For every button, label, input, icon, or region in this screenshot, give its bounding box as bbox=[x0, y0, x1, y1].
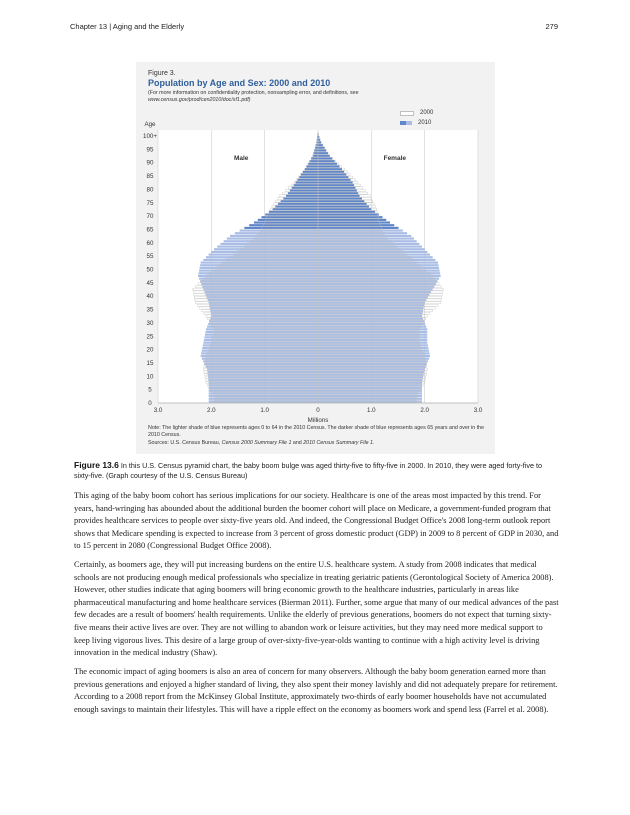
bar-female-2010 bbox=[318, 371, 424, 373]
bar-female-2010 bbox=[318, 192, 358, 194]
bar-female-2010 bbox=[318, 312, 423, 314]
y-tick-label: 0 bbox=[148, 400, 152, 407]
bar-female-2010 bbox=[318, 368, 425, 370]
y-tick-label: 50 bbox=[146, 266, 154, 274]
bar-male-2010 bbox=[288, 192, 318, 194]
bar-male-2010 bbox=[209, 304, 318, 306]
bar-male-2010 bbox=[278, 203, 318, 205]
x-axis-title: Millions bbox=[307, 417, 329, 424]
bar-male-2010 bbox=[296, 181, 318, 183]
bar-female-2010 bbox=[318, 248, 425, 250]
bar-male-2010 bbox=[227, 237, 318, 239]
x-tick-label: 2.0 bbox=[420, 407, 429, 414]
bar-female-2010 bbox=[318, 283, 436, 285]
chapter-title: Chapter 13 | Aging and the Elderly bbox=[70, 22, 185, 31]
paragraph-1: This aging of the baby boom cohort has serious implications for our society. Healthcare is one of the areas most impacted by this trend. For years, hand-wringing has abounded about the additional burden the boomer cohort will place on Medicare, a government-funded program that provides healthcare services to people over sixty-five years old. And indeed, the Congressional Budget Office's 2008 long-term outlook report shows that Medicare spending is expected to increase from 3 percent of gross domestic product (GDP) in 2009 to 8 percent of GDP in 2030, and to 15 percent in 2080 (Congressional Budget Office 2008). bbox=[74, 491, 559, 551]
bar-male-2010 bbox=[283, 197, 318, 199]
bar-female-2010 bbox=[318, 344, 428, 346]
bar-male-2010 bbox=[206, 256, 318, 258]
bar-female-2010 bbox=[318, 176, 348, 178]
bar-male-2010 bbox=[200, 264, 318, 266]
bar-male-2010 bbox=[249, 224, 318, 226]
bar-female-2010 bbox=[318, 232, 407, 234]
bar-female-2010 bbox=[318, 294, 429, 296]
bar-male-2010 bbox=[209, 398, 318, 400]
bar-female-2010 bbox=[318, 331, 427, 333]
bar-female-2010 bbox=[318, 352, 429, 354]
bar-male-2010 bbox=[209, 392, 318, 394]
bar-male-2010 bbox=[208, 379, 318, 381]
bar-female-2010 bbox=[318, 251, 427, 253]
bar-female-2010 bbox=[318, 165, 340, 167]
bar-male-2010 bbox=[211, 312, 318, 314]
bar-male-2010 bbox=[203, 344, 318, 346]
bar-male-2010 bbox=[210, 318, 318, 320]
bar-female-2010 bbox=[318, 392, 422, 394]
bar-male-2010 bbox=[308, 163, 318, 165]
bar-male-2010 bbox=[297, 179, 318, 181]
y-tick-label: 75 bbox=[146, 199, 154, 207]
bar-female-2010 bbox=[318, 379, 423, 381]
bar-male-2010 bbox=[204, 291, 318, 293]
population-pyramid-chart bbox=[140, 112, 490, 427]
bar-male-2010 bbox=[314, 149, 318, 151]
bar-female-2010 bbox=[318, 168, 342, 170]
bar-female-2010 bbox=[318, 395, 422, 397]
bar-female-2010 bbox=[318, 307, 424, 309]
caption-label: Figure 13.6 bbox=[74, 460, 119, 470]
bar-male-2010 bbox=[315, 147, 318, 149]
legend-label-2000: 2000 bbox=[420, 110, 434, 116]
bar-female-2010 bbox=[318, 235, 411, 237]
bar-male-2010 bbox=[313, 155, 318, 157]
bar-female-2010 bbox=[318, 245, 422, 247]
bar-female-2010 bbox=[318, 315, 422, 317]
bar-male-2010 bbox=[273, 208, 318, 210]
bar-female-2010 bbox=[318, 366, 426, 368]
bar-female-2010 bbox=[318, 310, 423, 312]
bar-female-2010 bbox=[318, 144, 323, 146]
bar-male-2010 bbox=[309, 160, 318, 162]
bar-female-2010 bbox=[318, 213, 379, 215]
bar-female-2010 bbox=[318, 259, 435, 261]
bar-male-2010 bbox=[209, 395, 318, 397]
bar-female-2010 bbox=[318, 203, 367, 205]
bar-male-2010 bbox=[230, 235, 318, 237]
bar-male-2010 bbox=[202, 347, 318, 349]
bar-male-2010 bbox=[199, 278, 318, 280]
bar-male-2010 bbox=[209, 390, 318, 392]
bar-female-2010 bbox=[318, 288, 433, 290]
female-label: Female bbox=[383, 155, 407, 163]
y-tick-label: 40 bbox=[146, 293, 154, 301]
bar-male-2010 bbox=[207, 371, 318, 373]
bar-female-2010 bbox=[318, 264, 439, 266]
bar-female-2010 bbox=[318, 149, 326, 151]
bar-male-2010 bbox=[313, 152, 318, 154]
y-tick-label: 45 bbox=[146, 279, 154, 287]
y-axis-title: Age bbox=[144, 121, 156, 128]
bar-male-2010 bbox=[206, 328, 318, 330]
bar-male-2010 bbox=[316, 141, 318, 143]
bar-male-2010 bbox=[198, 275, 318, 277]
bar-female-2010 bbox=[318, 229, 403, 231]
bar-female-2010 bbox=[318, 200, 364, 202]
bar-male-2010 bbox=[207, 326, 318, 328]
bar-female-2010 bbox=[318, 286, 434, 288]
y-tick-label: 25 bbox=[146, 333, 154, 341]
bar-female-2010 bbox=[318, 139, 320, 141]
bar-male-2010 bbox=[199, 272, 318, 274]
bar-female-2010 bbox=[318, 254, 430, 256]
y-tick-label: 80 bbox=[146, 186, 154, 194]
figure-note-url: www.census.gov/prod/cen2010/doc/sf1.pdf) bbox=[148, 97, 251, 103]
bar-male-2010 bbox=[201, 262, 318, 264]
bar-male-2010 bbox=[207, 296, 318, 298]
y-tick-label: 65 bbox=[146, 226, 154, 234]
bar-male-2010 bbox=[217, 245, 318, 247]
bar-male-2010 bbox=[305, 168, 318, 170]
male-label: Male bbox=[233, 155, 249, 163]
bar-female-2010 bbox=[318, 216, 383, 218]
bar-male-2010 bbox=[202, 286, 318, 288]
bar-male-2010 bbox=[290, 189, 318, 191]
bar-female-2010 bbox=[318, 243, 419, 245]
bar-male-2010 bbox=[254, 221, 318, 223]
bar-male-2010 bbox=[211, 251, 318, 253]
bar-male-2010 bbox=[214, 248, 318, 250]
bar-female-2010 bbox=[318, 347, 428, 349]
x-tick-label: 0 bbox=[316, 407, 320, 414]
figure-note: (For more information on confidentiality protection, nonsampling error, and definitions, see bbox=[148, 90, 359, 96]
bar-male-2010 bbox=[203, 259, 318, 261]
bar-female-2010 bbox=[318, 278, 439, 280]
bar-female-2010 bbox=[318, 267, 439, 269]
bar-female-2010 bbox=[318, 275, 441, 277]
bar-female-2010 bbox=[318, 157, 332, 159]
bar-female-2010 bbox=[318, 304, 424, 306]
bar-female-2010 bbox=[318, 272, 440, 274]
y-tick-label: 10 bbox=[146, 373, 154, 381]
bar-female-2010 bbox=[318, 197, 362, 199]
paragraph-2: Certainly, as boomers age, they will put increasing burdens on the entire U.S. healthcare system. A study from 2008 indicates that medical schools are not producing enough medical professionals who specialize in treating geriatric patients (Gerontological Society of America 2008). However, other studies indicate that aging boomers will bring economic growth to the healthcare industries, particularly in areas like pharmaceutical manufacturing and home healthcare services (Bierman 2011). Further, some argue that many of our medical advances of the past few decades are a result of boomers' health requirements. Unlike the elderly of previous generations, boomers do not expect that turning sixty-five means their active lives are over. They are not willing to abandon work or leisure activities, but they may need more medical support to keep living vigorous lives. This desire of a large group of over-sixty-five-year-olds wanting to continue with a high activity level is driving innovation in the medical industry (Shaw). bbox=[74, 560, 559, 658]
bar-male-2010 bbox=[199, 270, 318, 272]
y-tick-label: 35 bbox=[146, 306, 154, 314]
y-tick-label: 85 bbox=[146, 173, 154, 181]
y-tick-label: 55 bbox=[146, 253, 154, 261]
x-tick-label: 3.0 bbox=[153, 407, 163, 414]
figure-label: Figure 3. bbox=[148, 70, 176, 77]
bar-female-2010 bbox=[318, 323, 425, 325]
bar-male-2010 bbox=[204, 339, 318, 341]
figure-sources: Sources: U.S. Census Bureau, Census 2000 Summary File 1 and 2010 Census Summary File 1. bbox=[148, 440, 375, 447]
bar-male-2010 bbox=[209, 320, 318, 322]
figure-footnote bbox=[148, 425, 488, 447]
bar-male-2010 bbox=[207, 368, 318, 370]
x-tick-label: 3.0 bbox=[473, 407, 483, 414]
bar-female-2010 bbox=[318, 398, 422, 400]
bar-female-2010 bbox=[318, 141, 321, 143]
bar-female-2010 bbox=[318, 382, 422, 384]
bar-female-2010 bbox=[318, 270, 440, 272]
bar-male-2010 bbox=[205, 334, 318, 336]
bar-female-2010 bbox=[318, 181, 353, 183]
bar-male-2010 bbox=[220, 243, 318, 245]
bar-male-2010 bbox=[209, 400, 318, 402]
bar-female-2010 bbox=[318, 256, 433, 258]
bar-female-2010 bbox=[318, 240, 417, 242]
bar-female-2010 bbox=[318, 374, 424, 376]
bar-female-2010 bbox=[318, 342, 427, 344]
bar-female-2010 bbox=[318, 205, 369, 207]
x-tick-label: 1.0 bbox=[367, 407, 376, 414]
bar-female-2010 bbox=[318, 302, 425, 304]
x-tick-label: 2.0 bbox=[207, 407, 216, 414]
bar-female-2010 bbox=[318, 390, 422, 392]
bar-male-2010 bbox=[204, 336, 318, 338]
bar-female-2010 bbox=[318, 147, 325, 149]
bar-male-2010 bbox=[209, 382, 318, 384]
bar-male-2010 bbox=[275, 205, 318, 207]
bar-male-2010 bbox=[210, 307, 318, 309]
bar-female-2010 bbox=[318, 336, 427, 338]
bar-male-2010 bbox=[303, 171, 318, 173]
y-tick-label: 15 bbox=[146, 359, 154, 367]
bar-male-2010 bbox=[205, 331, 318, 333]
bar-male-2010 bbox=[211, 315, 318, 317]
bar-male-2010 bbox=[294, 184, 318, 186]
bar-female-2010 bbox=[318, 326, 426, 328]
bar-male-2010 bbox=[202, 350, 318, 352]
bar-female-2010 bbox=[318, 163, 337, 165]
bar-male-2010 bbox=[224, 240, 318, 242]
bar-male-2010 bbox=[286, 195, 318, 197]
figure-caption bbox=[74, 459, 556, 482]
bar-male-2010 bbox=[200, 280, 318, 282]
bar-female-2010 bbox=[318, 262, 438, 264]
x-tick-label: 1.0 bbox=[260, 407, 269, 414]
bar-female-2010 bbox=[318, 280, 437, 282]
bar-female-2010 bbox=[318, 360, 428, 362]
bar-male-2010 bbox=[311, 157, 318, 159]
bar-female-2010 bbox=[318, 350, 429, 352]
body-text bbox=[74, 490, 560, 722]
bar-female-2010 bbox=[318, 179, 351, 181]
page-number: 279 bbox=[545, 22, 558, 31]
bar-male-2010 bbox=[201, 355, 318, 357]
bar-male-2010 bbox=[205, 294, 318, 296]
figure-footnote-text: Note: The lighter shade of blue represents ages 0 to 64 in the 2010 Census. The darker shade of blue represents ages 65 years and over in the 2010 Census. bbox=[148, 425, 485, 439]
bar-male-2010 bbox=[203, 288, 318, 290]
bar-female-2010 bbox=[318, 219, 386, 221]
bar-male-2010 bbox=[306, 165, 318, 167]
bar-female-2010 bbox=[318, 358, 429, 360]
bar-male-2010 bbox=[206, 366, 318, 368]
bar-female-2010 bbox=[318, 299, 426, 301]
bar-male-2010 bbox=[208, 376, 318, 378]
bar-male-2010 bbox=[208, 299, 318, 301]
y-tick-label: 30 bbox=[146, 319, 154, 327]
bar-female-2010 bbox=[318, 227, 399, 229]
bar-male-2010 bbox=[208, 374, 318, 376]
bar-female-2010 bbox=[318, 296, 428, 298]
bar-male-2010 bbox=[205, 363, 318, 365]
bar-female-2010 bbox=[318, 208, 371, 210]
bar-male-2010 bbox=[299, 176, 318, 178]
bar-male-2010 bbox=[209, 302, 318, 304]
bar-female-2010 bbox=[318, 187, 355, 189]
bar-male-2010 bbox=[301, 173, 318, 175]
bar-male-2010 bbox=[244, 227, 318, 229]
bar-male-2010 bbox=[208, 323, 318, 325]
bar-female-2010 bbox=[318, 136, 319, 138]
bar-female-2010 bbox=[318, 400, 422, 402]
bar-male-2010 bbox=[201, 352, 318, 354]
y-tick-label: 5 bbox=[148, 386, 152, 394]
bar-female-2010 bbox=[318, 160, 335, 162]
bar-male-2010 bbox=[209, 384, 318, 386]
bar-female-2010 bbox=[318, 387, 422, 389]
bar-female-2010 bbox=[318, 355, 430, 357]
bar-female-2010 bbox=[318, 384, 422, 386]
bar-male-2010 bbox=[200, 267, 318, 269]
bar-female-2010 bbox=[318, 184, 354, 186]
y-tick-label: 95 bbox=[146, 146, 154, 154]
y-tick-label: 70 bbox=[146, 213, 154, 221]
bar-male-2010 bbox=[235, 232, 318, 234]
bar-female-2010 bbox=[318, 211, 375, 213]
bar-male-2010 bbox=[258, 219, 318, 221]
bar-female-2010 bbox=[318, 291, 431, 293]
bar-female-2010 bbox=[318, 237, 414, 239]
bar-male-2010 bbox=[316, 144, 318, 146]
bar-male-2010 bbox=[261, 216, 318, 218]
bar-male-2010 bbox=[265, 213, 318, 215]
bar-female-2010 bbox=[318, 155, 330, 157]
bar-male-2010 bbox=[201, 283, 318, 285]
bar-male-2010 bbox=[210, 310, 318, 312]
caption-text: In this U.S. Census pyramid chart, the baby boom bulge was aged thirty-five to fifty-five in 2000. In 2010, they were aged forty-five to sixty-five. (Graph courtesy of the U.S. Census Bureau) bbox=[74, 461, 542, 481]
bar-female-2010 bbox=[318, 328, 427, 330]
bar-female-2010 bbox=[318, 376, 423, 378]
bar-female-2010 bbox=[318, 189, 357, 191]
bar-female-2010 bbox=[318, 152, 328, 154]
bar-female-2010 bbox=[318, 318, 423, 320]
bar-female-2010 bbox=[318, 334, 427, 336]
bar-male-2010 bbox=[240, 229, 318, 231]
bar-male-2010 bbox=[203, 342, 318, 344]
paragraph-3: The economic impact of aging boomers is also an area of concern for many observers. Although the baby boom generation earned more than previous generations and enjoyed a higher standard of living, they also spent their money lavishly and did not adequately prepare for retirement. According to a 2008 report from the McKinsey Global Institute, approximately two-thirds of early boomer households have not accumulated enough savings to maintain their lifestyles. This will have a ripple effect on the economy as boomers work and spend less (Farrel et al. 2008). bbox=[74, 666, 558, 714]
bar-male-2010 bbox=[292, 187, 318, 189]
y-tick-label: 90 bbox=[146, 159, 154, 167]
bar-male-2010 bbox=[209, 254, 318, 256]
bar-female-2010 bbox=[318, 320, 424, 322]
y-tick-label: 100+ bbox=[143, 133, 157, 140]
bar-female-2010 bbox=[318, 173, 346, 175]
y-tick-label: 20 bbox=[146, 346, 154, 354]
bar-male-2010 bbox=[209, 387, 318, 389]
bar-female-2010 bbox=[318, 171, 344, 173]
bar-female-2010 bbox=[318, 224, 394, 226]
bar-male-2010 bbox=[202, 358, 318, 360]
bar-female-2010 bbox=[318, 195, 360, 197]
figure-title: Population by Age and Sex: 2000 and 2010 bbox=[148, 78, 331, 88]
legend-label-2010: 2010 bbox=[418, 120, 432, 126]
bar-male-2010 bbox=[269, 211, 318, 213]
bar-female-2010 bbox=[318, 363, 427, 365]
bar-male-2010 bbox=[203, 360, 318, 362]
bar-female-2010 bbox=[318, 339, 427, 341]
bar-male-2010 bbox=[281, 200, 318, 202]
y-tick-label: 60 bbox=[146, 239, 154, 247]
